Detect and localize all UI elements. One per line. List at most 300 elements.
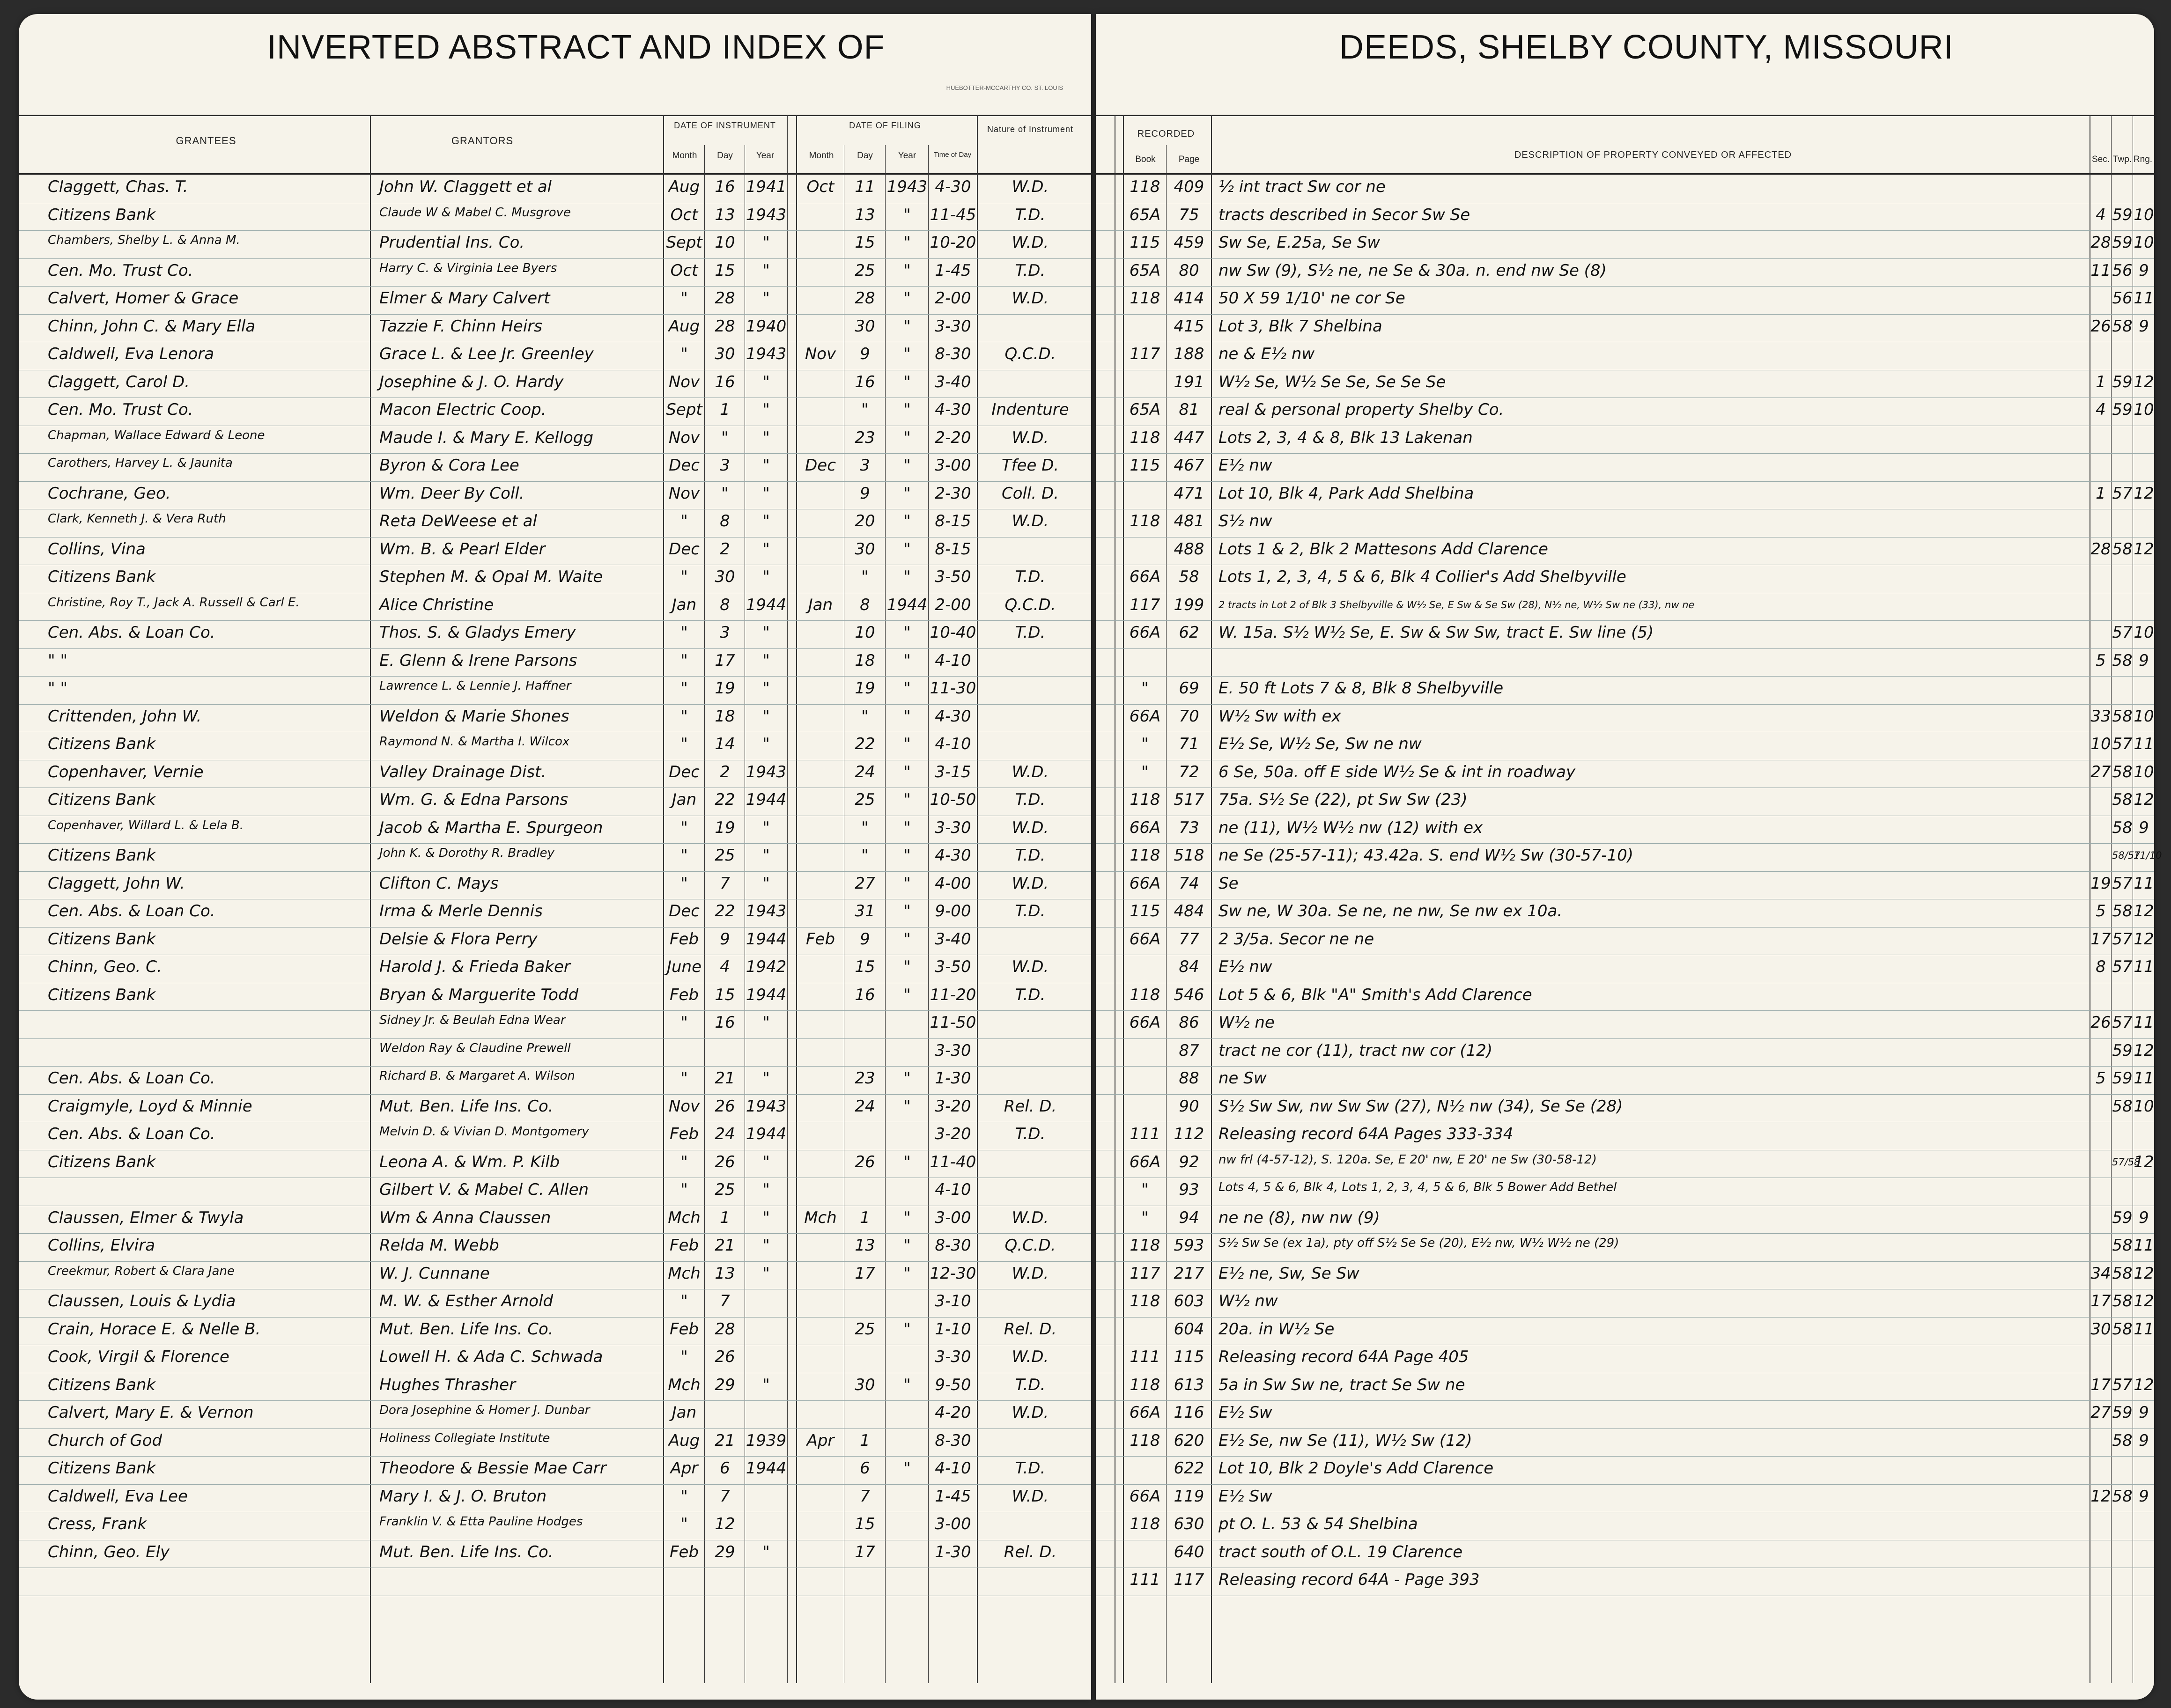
description-cell: ne & E½ nw (1218, 345, 1315, 363)
time-of-day-cell: 11-30 (930, 679, 976, 698)
time-of-day-cell: 3-40 (935, 372, 971, 391)
rng-cell: 11 (2134, 735, 2154, 753)
filing-year-cell: " (903, 428, 911, 447)
grantor-cell: W. J. Cunnane (379, 1264, 490, 1283)
description-cell: W½ nw (1218, 1292, 1278, 1310)
book-cell: " (1141, 679, 1149, 698)
instrument-year-cell: " (762, 679, 770, 698)
instrument-day-cell: 17 (715, 651, 735, 670)
twp-cell: 59 (2112, 400, 2133, 419)
table-row (1096, 259, 2154, 287)
page-cell: 70 (1179, 707, 1199, 726)
instrument-year-cell: " (762, 707, 770, 726)
filing-day-cell: 30 (855, 539, 875, 559)
header-bottom-rule (19, 173, 1091, 175)
grantee-cell: Cress, Frank (48, 1515, 147, 1533)
instrument-month-cell: Aug (668, 1431, 700, 1450)
table-row (19, 427, 1091, 454)
grantor-cell: Jacob & Martha E. Spurgeon (379, 818, 603, 837)
twp-cell: 59 (2112, 233, 2133, 252)
book-cell: 115 (1130, 902, 1160, 920)
sec-cell: 28 (2090, 233, 2111, 252)
instrument-day-cell: 19 (715, 679, 735, 698)
page-cell: 94 (1179, 1208, 1199, 1227)
time-of-day-cell: 10-20 (930, 233, 976, 252)
grantor-cell: Wm. G. & Edna Parsons (379, 790, 568, 809)
table-row (1096, 1485, 2154, 1512)
filing-year-cell: " (903, 679, 911, 698)
filing-day-cell: 25 (855, 261, 875, 280)
rng-cell: 10 (2134, 762, 2154, 781)
instrument-day-cell: 1 (720, 1208, 730, 1227)
instrument-month-cell: Mch (668, 1264, 701, 1283)
table-row (1096, 398, 2154, 426)
grantor-cell: Mut. Ben. Life Ins. Co. (379, 1319, 554, 1339)
table-row (1096, 649, 2154, 677)
table-row (1096, 1346, 2154, 1373)
grantor-cell: Clifton C. Mays (379, 874, 499, 893)
twp-cell: 58 (2112, 539, 2133, 559)
instrument-day-cell: 21 (715, 1431, 735, 1450)
nature-cell: W.D. (1012, 512, 1049, 530)
grantee-cell: Crittenden, John W. (48, 707, 202, 726)
twp-cell: 56 (2112, 289, 2133, 308)
grantee-cell: Collins, Elvira (48, 1236, 155, 1255)
instrument-year-cell: " (762, 567, 770, 586)
book-cell: " (1141, 1208, 1149, 1227)
nature-cell: Rel. D. (1004, 1319, 1057, 1339)
instrument-month-cell: " (680, 846, 688, 865)
recorded-header: RECORDED (1137, 129, 1195, 139)
instrument-year-cell: " (762, 1069, 770, 1088)
filing-day-cell: 18 (855, 651, 875, 670)
table-row (19, 371, 1091, 398)
page-cell: 116 (1174, 1403, 1204, 1422)
grantee-cell: Christine, Roy T., Jack A. Russell & Carl E. (48, 595, 300, 610)
rng-cell: 11 (2134, 289, 2154, 308)
grantor-cell: Franklin V. & Etta Pauline Hodges (379, 1515, 583, 1529)
table-row (1096, 788, 2154, 816)
instrument-year-cell: " (762, 846, 770, 865)
page-cell: 188 (1174, 345, 1204, 363)
twp-cell: 58/57 (2112, 850, 2141, 861)
grantor-cell: John K. & Dorothy R. Bradley (379, 846, 554, 860)
twp-cell: 57 (2112, 735, 2133, 753)
page-cell: 603 (1174, 1292, 1204, 1310)
rng-cell: 11 (2134, 1013, 2154, 1032)
grantee-cell: Chinn, Geo. Ely (48, 1542, 170, 1561)
book-cell: 111 (1130, 1125, 1160, 1143)
table-row (19, 621, 1091, 648)
filing-year-cell: " (903, 874, 911, 893)
table-row (1096, 427, 2154, 454)
page-cell: 88 (1179, 1069, 1199, 1088)
instrument-day-cell: 24 (715, 1125, 735, 1143)
twp-cell: 59 (2112, 372, 2133, 391)
instrument-month-cell: " (680, 1069, 688, 1088)
filing-year-cell: " (903, 456, 911, 475)
time-of-day-cell: 1-10 (935, 1319, 971, 1339)
instrument-year-cell: " (762, 512, 770, 530)
book-cell: 118 (1130, 428, 1160, 447)
nature-cell: W.D. (1012, 1208, 1049, 1227)
table-row (1096, 1568, 2154, 1596)
instrument-year-cell: 1943 (746, 345, 787, 363)
inst-month-header: Month (672, 151, 697, 161)
table-row (1096, 1039, 2154, 1067)
rng-cell: 9 (2139, 1431, 2149, 1450)
instrument-day-cell: 29 (715, 1375, 735, 1394)
filing-day-cell: 30 (855, 317, 875, 336)
nature-cell: W.D. (1012, 818, 1049, 837)
filing-day-cell: " (861, 567, 869, 586)
filing-year-cell: " (903, 233, 911, 252)
nature-cell: Rel. D. (1004, 1542, 1057, 1561)
filing-year-cell: " (903, 985, 911, 1004)
table-row (1096, 1234, 2154, 1261)
nature-cell: T.D. (1015, 902, 1046, 920)
instrument-day-cell: " (721, 484, 729, 503)
description-cell: Lots 1 & 2, Blk 2 Mattesons Add Clarence (1218, 539, 1548, 559)
date-filing-header: DATE OF FILING (849, 121, 921, 130)
instrument-year-cell: " (762, 428, 770, 447)
rng-cell: 11/10 (2134, 850, 2162, 861)
grantee-cell: Church of God (48, 1431, 162, 1450)
rng-cell: 11 (2134, 957, 2154, 976)
filing-day-cell: 7 (860, 1487, 870, 1506)
instrument-month-cell: Jan (672, 1403, 697, 1422)
twp-cell: 58 (2112, 902, 2133, 920)
filing-day-cell: 16 (855, 372, 875, 391)
instrument-day-cell: 30 (715, 567, 735, 586)
instrument-month-cell: " (680, 623, 688, 642)
table-row (19, 1401, 1091, 1428)
grantor-cell: Thos. S. & Gladys Emery (379, 623, 576, 642)
time-of-day-cell: 4-30 (935, 400, 971, 419)
table-row (1096, 1262, 2154, 1289)
grantor-cell: Irma & Merle Dennis (379, 902, 543, 920)
instrument-year-cell: 1944 (746, 790, 787, 809)
description-cell: 5a in Sw Sw ne, tract Se Sw ne (1218, 1375, 1465, 1394)
filing-day-cell: 13 (855, 205, 875, 224)
instrument-month-cell: Feb (669, 929, 699, 949)
description-cell: Lot 3, Blk 7 Shelbina (1218, 317, 1382, 336)
instrument-day-cell: 12 (715, 1515, 735, 1533)
table-row (1096, 1011, 2154, 1038)
filing-year-cell: " (903, 205, 911, 224)
filing-day-cell: " (861, 707, 869, 726)
grantor-cell: Mary I. & J. O. Bruton (379, 1487, 547, 1506)
twp-cell: 58 (2112, 651, 2133, 670)
filing-year-cell: " (903, 1069, 911, 1088)
grantee-cell: Cen. Abs. & Loan Co. (48, 1125, 215, 1143)
instrument-day-cell: 16 (715, 372, 735, 391)
header-top-rule-right (1096, 115, 2154, 116)
left-page-title: INVERTED ABSTRACT AND INDEX OF (267, 29, 885, 66)
instrument-month-cell: Dec (669, 456, 700, 475)
instrument-year-cell: " (762, 539, 770, 559)
grantee-cell: Copenhaver, Vernie (48, 762, 204, 781)
table-row (1096, 761, 2154, 788)
instrument-day-cell: 29 (715, 1542, 735, 1561)
grantor-cell: Gilbert V. & Mabel C. Allen (379, 1180, 589, 1199)
grantor-cell: John W. Claggett et al (379, 177, 552, 196)
table-row (1096, 1513, 2154, 1540)
page-cell: 73 (1179, 818, 1199, 837)
time-of-day-cell: 11-40 (930, 1152, 976, 1171)
nature-cell: W.D. (1012, 428, 1049, 447)
filing-day-cell: 3 (860, 456, 870, 475)
description-cell: 2 3/5a. Secor ne ne (1218, 929, 1374, 949)
rng-header: Rng. (2133, 155, 2153, 164)
table-row (1096, 1374, 2154, 1401)
twp-cell: 57 (2112, 929, 2133, 949)
grantee-cell: Claggett, Chas. T. (48, 177, 188, 196)
filing-year-cell: " (903, 846, 911, 865)
time-of-day-cell: 3-00 (935, 1208, 971, 1227)
grantor-cell: Prudential Ins. Co. (379, 233, 525, 252)
instrument-month-cell: " (680, 345, 688, 363)
sec-cell: 27 (2090, 1403, 2111, 1422)
twp-cell: 58 (2112, 1319, 2133, 1339)
page-cell: 72 (1179, 762, 1199, 781)
page-cell: 117 (1174, 1570, 1204, 1589)
grantee-cell: Crain, Horace E. & Nelle B. (48, 1319, 261, 1339)
table-row (19, 398, 1091, 426)
nature-cell: W.D. (1012, 874, 1049, 893)
page-cell: 199 (1174, 595, 1204, 614)
grantee-cell: Cen. Mo. Trust Co. (48, 400, 193, 419)
sec-cell: 12 (2090, 1487, 2111, 1506)
filing-day-cell: 16 (855, 985, 875, 1004)
nature-cell: T.D. (1015, 790, 1046, 809)
grantee-cell: Claussen, Louis & Lydia (48, 1292, 236, 1310)
sec-cell: 34 (2090, 1264, 2111, 1283)
instrument-day-cell: 8 (720, 512, 730, 530)
instrument-year-cell: " (762, 623, 770, 642)
grantors-header: GRANTORS (451, 135, 514, 147)
description-header: DESCRIPTION OF PROPERTY CONVEYED OR AFFECTED (1514, 150, 1792, 160)
twp-cell: 58 (2112, 317, 2133, 336)
grantor-cell: Claude W & Mabel C. Musgrove (379, 205, 571, 220)
instrument-year-cell: 1943 (746, 1097, 787, 1116)
nature-cell: Q.C.D. (1004, 595, 1056, 614)
filing-day-cell: 24 (855, 762, 875, 781)
filing-year-cell: " (903, 567, 911, 586)
grantor-cell: Mut. Ben. Life Ins. Co. (379, 1542, 554, 1561)
filing-month-cell: Feb (805, 929, 835, 949)
grantor-cell: Wm. Deer By Coll. (379, 484, 524, 503)
grantee-cell: Cen. Abs. & Loan Co. (48, 1069, 215, 1088)
rng-cell: 10 (2134, 233, 2154, 252)
grantor-cell: Leona A. & Wm. P. Kilb (379, 1152, 560, 1171)
sec-cell: 26 (2090, 1013, 2111, 1032)
sec-cell: 19 (2090, 874, 2111, 893)
filing-year-cell: " (903, 512, 911, 530)
table-row (1096, 594, 2154, 621)
instrument-month-cell: Feb (669, 1319, 699, 1339)
filing-day-cell: 26 (855, 1152, 875, 1171)
grantee-cell: Citizens Bank (48, 567, 156, 586)
filing-year-cell: " (903, 1236, 911, 1255)
description-cell: E½ nw (1218, 957, 1272, 976)
instrument-year-cell: " (762, 400, 770, 419)
sec-cell: 11 (2090, 261, 2111, 280)
instrument-year-cell: " (762, 289, 770, 308)
table-row (1096, 705, 2154, 732)
instrument-year-cell: 1940 (746, 317, 787, 336)
page-cell: 112 (1174, 1125, 1204, 1143)
table-row (1096, 343, 2154, 370)
twp-cell: 57 (2112, 1375, 2133, 1394)
book-cell: 66A (1129, 707, 1161, 726)
filing-year-cell: " (903, 651, 911, 670)
filing-day-cell: 1 (860, 1208, 870, 1227)
instrument-day-cell: 26 (715, 1152, 735, 1171)
filing-day-cell: 20 (855, 512, 875, 530)
description-cell: tracts described in Secor Sw Se (1218, 205, 1470, 224)
grantee-cell: Caldwell, Eva Lee (48, 1487, 188, 1506)
description-cell: S½ Sw Sw, nw Sw Sw (27), N½ nw (34), Se Se (28) (1218, 1097, 1623, 1116)
table-row (1096, 817, 2154, 844)
time-of-day-cell: 4-00 (935, 874, 971, 893)
description-cell: real & personal property Shelby Co. (1218, 400, 1504, 419)
description-cell: W. 15a. S½ W½ Se, E. Sw & Sw Sw, tract E. Sw line (5) (1218, 623, 1654, 642)
time-of-day-cell: 3-00 (935, 456, 971, 475)
filing-year-cell: 1944 (886, 595, 928, 614)
grantor-cell: Theodore & Bessie Mae Carr (379, 1459, 606, 1478)
grantor-cell: Richard B. & Margaret A. Wilson (379, 1069, 575, 1083)
nature-cell: Rel. D. (1004, 1097, 1057, 1116)
twp-header: Twp. (2112, 155, 2132, 164)
instrument-day-cell: 28 (715, 317, 735, 336)
file-year-header: Year (898, 151, 916, 161)
file-month-header: Month (809, 151, 834, 161)
page-cell: 484 (1174, 902, 1204, 920)
book-cell: 111 (1130, 1570, 1160, 1589)
filing-year-cell: " (903, 1152, 911, 1171)
time-of-day-cell: 8-30 (935, 1431, 971, 1450)
description-cell: 6 Se, 50a. off E side W½ Se & int in roadway (1218, 762, 1576, 781)
instrument-month-cell: " (680, 679, 688, 698)
instrument-month-cell: " (680, 1487, 688, 1506)
time-of-day-cell: 3-10 (935, 1292, 971, 1310)
instrument-day-cell: 30 (715, 345, 735, 363)
page-cell: 518 (1174, 846, 1204, 865)
twp-cell: 58 (2112, 1431, 2133, 1450)
table-row (19, 872, 1091, 899)
grantor-cell: Dora Josephine & Homer J. Dunbar (379, 1403, 590, 1417)
rng-cell: 9 (2139, 1208, 2149, 1227)
description-cell: nw Sw (9), S½ ne, ne Se & 30a. n. end nw Se (8) (1218, 261, 1607, 280)
instrument-month-cell: Nov (668, 484, 700, 503)
table-row (19, 1178, 1091, 1206)
time-of-day-cell: 1-30 (935, 1542, 971, 1561)
instrument-month-cell: " (680, 818, 688, 837)
instrument-month-cell: Feb (669, 985, 699, 1004)
filing-day-cell: 9 (860, 484, 870, 503)
time-of-day-cell: 11-45 (930, 205, 976, 224)
grantee-cell: Citizens Bank (48, 1152, 156, 1171)
table-row (19, 1485, 1091, 1512)
instrument-day-cell: 3 (720, 456, 730, 475)
table-row (1096, 1095, 2154, 1122)
grantor-cell: E. Glenn & Irene Parsons (379, 651, 577, 670)
time-of-day-cell: 3-50 (935, 567, 971, 586)
table-row (19, 1011, 1091, 1038)
table-row (19, 259, 1091, 287)
book-cell: 118 (1130, 846, 1160, 865)
book-cell: 66A (1129, 1487, 1161, 1506)
table-row (1096, 872, 2154, 899)
table-row (1096, 231, 2154, 258)
table-row (1096, 1318, 2154, 1345)
grantee-cell: Citizens Bank (48, 985, 156, 1004)
filing-day-cell: 10 (855, 623, 875, 642)
description-cell: Lot 10, Blk 2 Doyle's Add Clarence (1218, 1459, 1494, 1478)
time-of-day-cell: 8-30 (935, 1236, 971, 1255)
book-cell: 66A (1129, 1152, 1161, 1171)
sec-cell: 4 (2096, 400, 2106, 419)
table-row (19, 677, 1091, 704)
description-cell: 2 tracts in Lot 2 of Blk 3 Shelbyville & W½ Se, E Sw & Se Sw (28), N½ ne, W½ Sw ne (33), nw ne (1218, 599, 1695, 611)
description-cell: 20a. in W½ Se (1218, 1319, 1335, 1339)
description-cell: Lot 5 & 6, Blk "A" Smith's Add Clarence (1218, 985, 1532, 1004)
instrument-month-cell: " (680, 1347, 688, 1366)
time-of-day-cell: 2-20 (935, 428, 971, 447)
page-cell: 620 (1174, 1431, 1204, 1450)
description-cell: Releasing record 64A Page 405 (1218, 1347, 1469, 1366)
sec-cell: 17 (2090, 1375, 2111, 1394)
description-cell: W½ ne (1218, 1013, 1275, 1032)
nature-cell: T.D. (1015, 205, 1046, 224)
nature-cell: W.D. (1012, 1403, 1049, 1422)
rng-cell: 11 (2134, 874, 2154, 893)
time-of-day-cell: 10-40 (930, 623, 976, 642)
grantee-cell: Chinn, Geo. C. (48, 957, 162, 976)
table-row (1096, 1457, 2154, 1484)
filing-year-cell: " (903, 345, 911, 363)
description-cell: nw frl (4-57-12), S. 120a. Se, E 20' nw, E 20' ne Sw (30-58-12) (1218, 1152, 1597, 1167)
table-row (19, 1067, 1091, 1094)
table-row (19, 761, 1091, 788)
instrument-month-cell: Mch (668, 1375, 701, 1394)
grantor-cell: Harold J. & Frieda Baker (379, 957, 570, 976)
instrument-day-cell: 7 (720, 1487, 730, 1506)
grantee-cell: " " (48, 679, 68, 698)
rng-cell: 12 (2134, 1264, 2154, 1283)
twp-cell: 59 (2112, 205, 2133, 224)
grantee-cell: Cen. Abs. & Loan Co. (48, 902, 215, 920)
instrument-month-cell: " (680, 289, 688, 308)
time-of-day-cell: 9-50 (935, 1375, 971, 1394)
rng-cell: 12 (2134, 790, 2154, 809)
table-row (19, 817, 1091, 844)
time-of-day-cell: 2-30 (935, 484, 971, 503)
table-row (1096, 956, 2154, 983)
book-cell: 115 (1130, 456, 1160, 475)
rng-cell: 10 (2134, 1097, 2154, 1116)
table-row (1096, 1067, 2154, 1094)
inst-year-header: Year (756, 151, 775, 161)
time-of-day-cell: 3-00 (935, 1515, 971, 1533)
table-row (19, 176, 1091, 203)
table-row (1096, 1207, 2154, 1234)
table-row (19, 1207, 1091, 1234)
time-of-day-cell: 4-10 (935, 1180, 971, 1199)
nature-cell: T.D. (1015, 985, 1046, 1004)
grantee-cell: Citizens Bank (48, 205, 156, 224)
